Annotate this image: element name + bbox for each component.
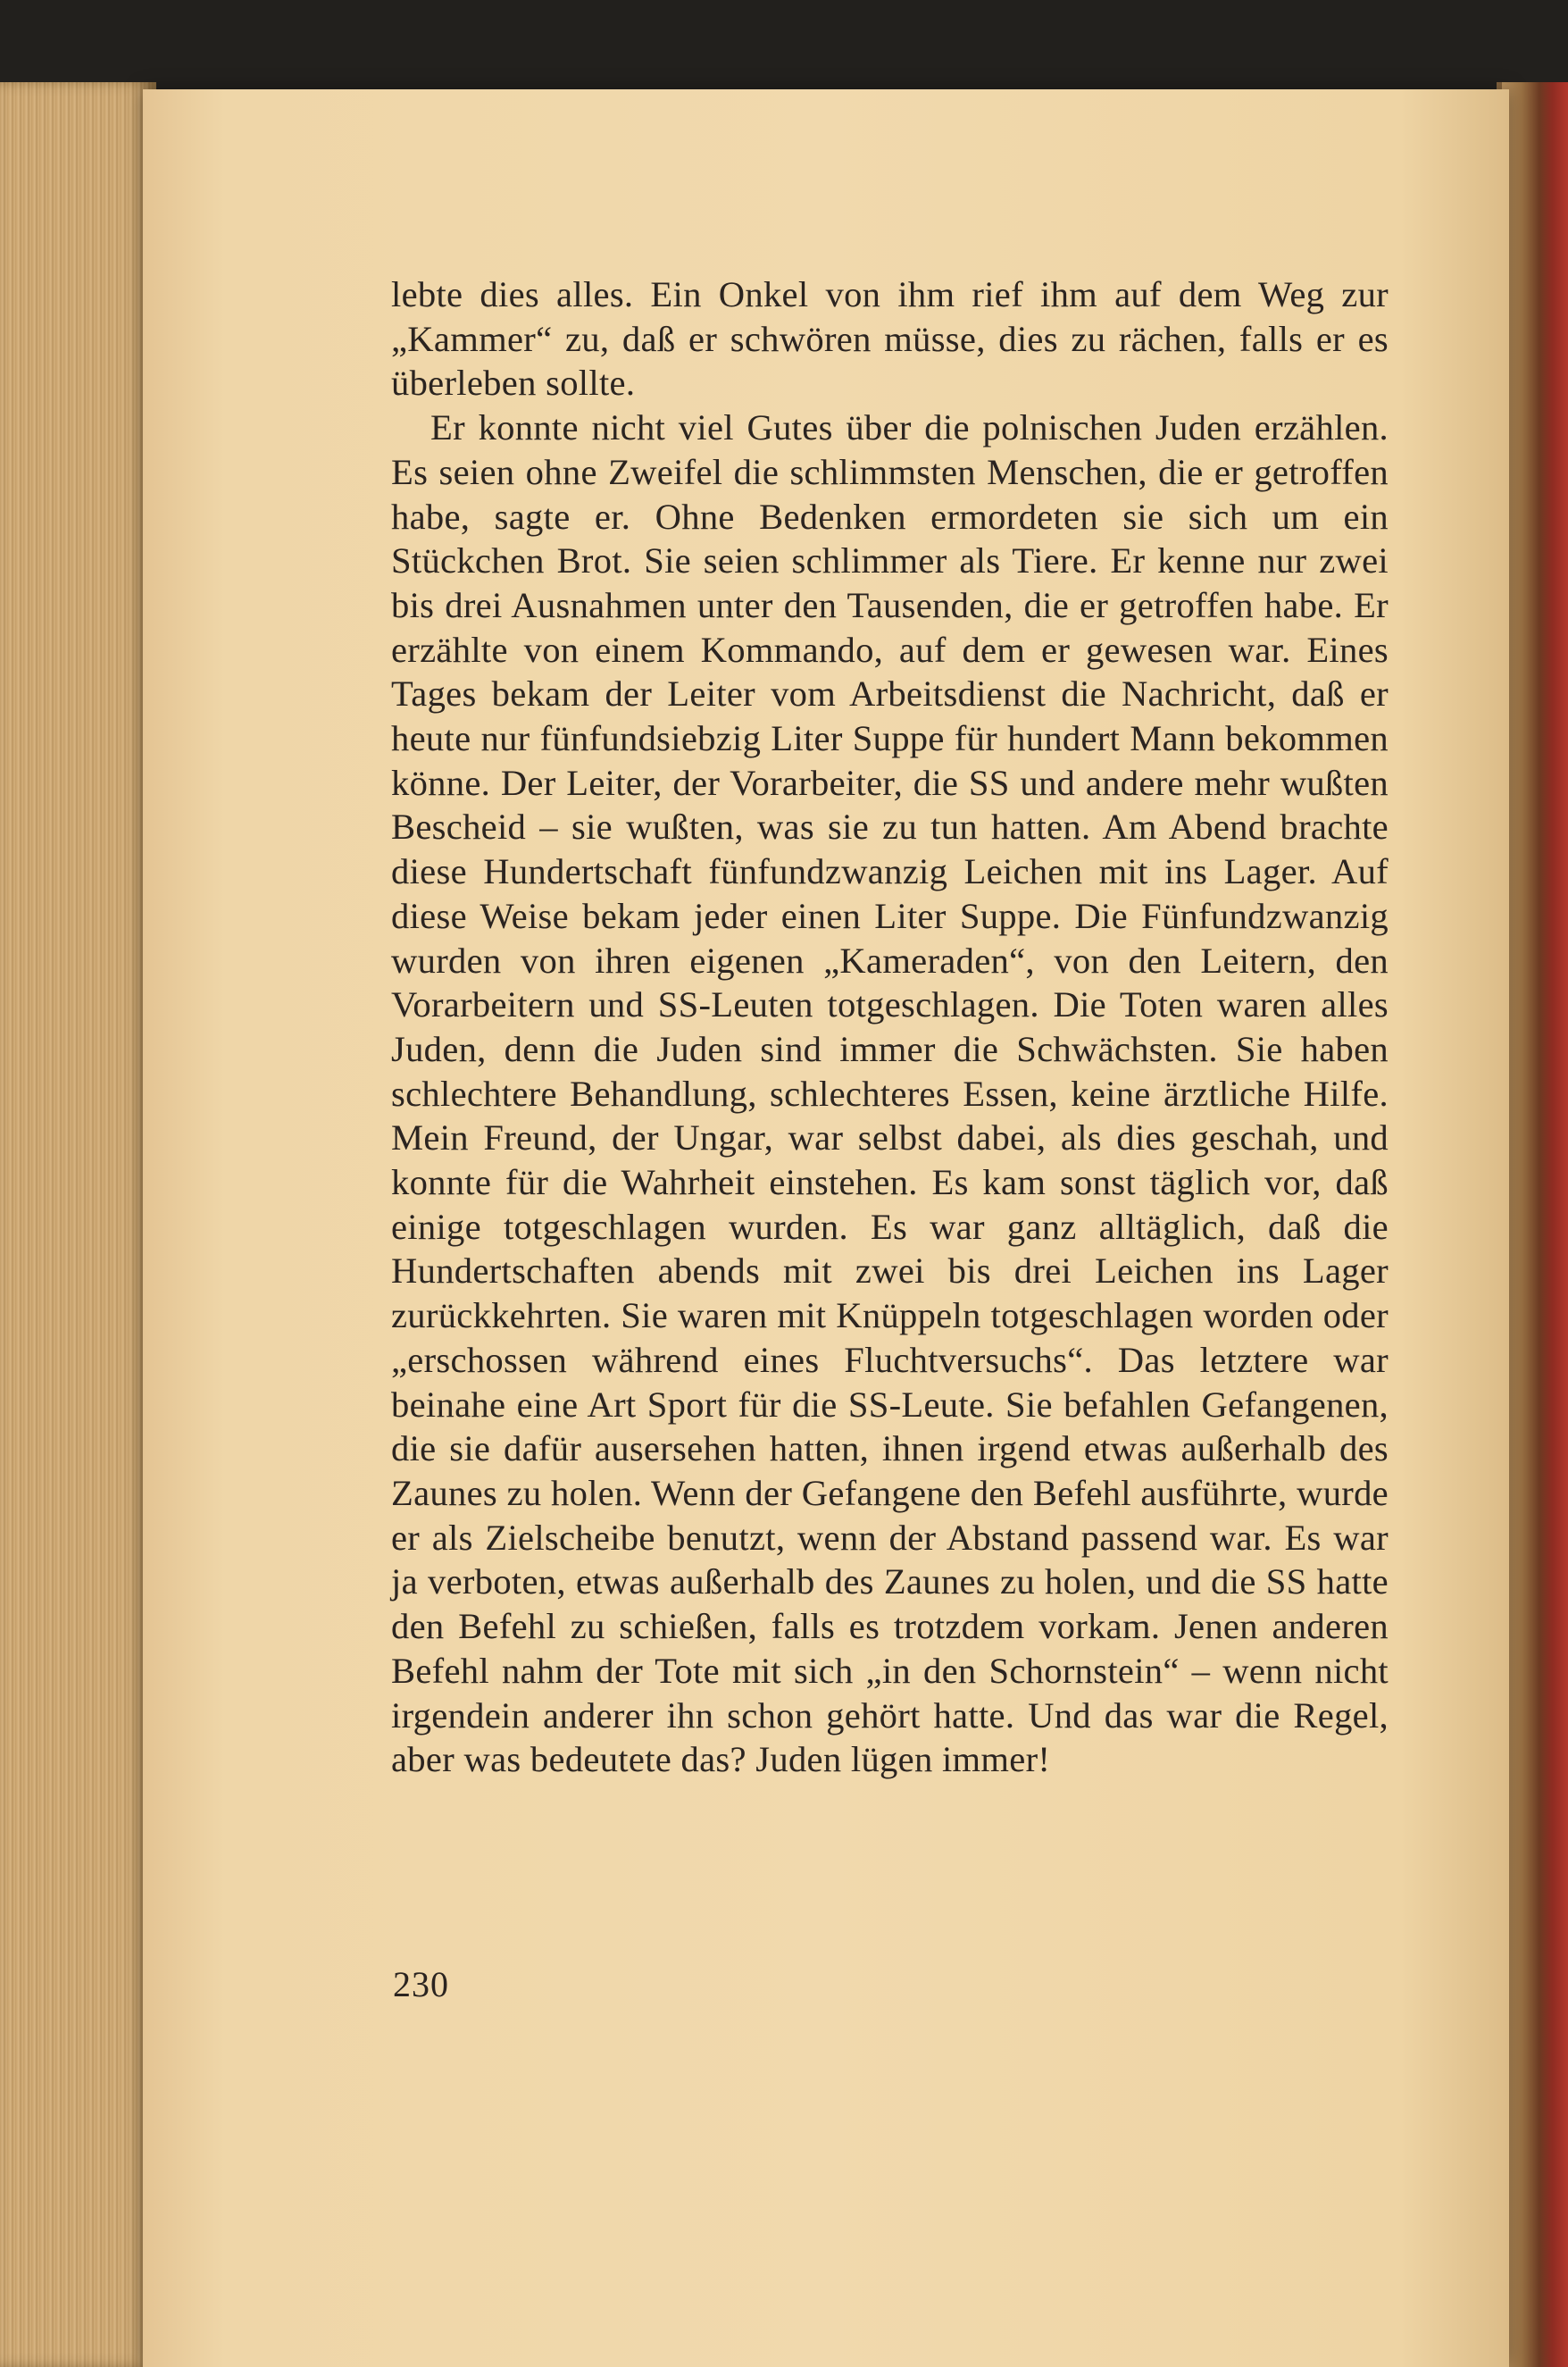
body-text [391,272,1389,1782]
page-number: 230 [393,1964,449,2004]
page-edges [0,82,156,2367]
scanner-background [0,0,1568,89]
paragraph-continuation: lebte dies alles. Ein Onkel von ihm rief ihm auf dem Weg zur „Kammer“ zu, daß er schwören müsse, dies zu rächen, falls er es überleben sollte. [391,274,1389,404]
paragraph: Er konnte nicht viel Gutes über die polnischen Juden erzählen. Es seien ohne Zweifel die schlimmsten Menschen, die er getroffen habe, sagte er. Ohne Bedenken ermordeten sie sich um ein Stückchen Brot. Sie seien schlimmer als Tiere. Er kenne nur zwei bis drei Ausnahmen unter den Tausenden, die er getroffen habe. Er erzählte von einem Kommando, auf dem er gewesen war. Eines Tages bekam der Leiter vom Arbeitsdienst die Nachricht, daß er heute nur fünfundsiebzig Liter Suppe für hundert Mann bekommen könne. Der Leiter, der Vorarbeiter, die SS und andere mehr wußten Bescheid – sie wußten, was sie zu tun hatten. Am Abend brachte diese Hundertschaft fünfundzwanzig Leichen mit ins Lager. Auf diese Weise bekam jeder einen Liter Suppe. Die Fünfundzwanzig wurden von ihren eigenen „Kameraden“, von den Leitern, den Vorarbeitern und SS-Leuten totgeschlagen. Die Toten waren alles Juden, denn die Juden sind immer die Schwächsten. Sie haben schlechtere Behandlung, schlechteres Essen, keine ärztliche Hilfe. Mein Freund, der Ungar, war selbst dabei, als dies geschah, und konnte für die Wahrheit einstehen. Es kam sonst täglich vor, daß einige totgeschlagen wurden. Es war ganz alltäglich, daß die Hundertschaften abends mit zwei bis drei Leichen ins Lager zurückkehrten. Sie waren mit Knüppeln totgeschlagen worden oder „erschossen während eines Fluchtversuchs“. Das letztere war beinahe eine Art Sport für die SS-Leute. Sie befahlen Gefangenen, die sie dafür ausersehen hatten, ihnen irgend etwas außerhalb des Zaunes zu holen. Wenn der Gefangene den Befehl ausführte, wurde er als Zielscheibe benutzt, wenn der Abstand passend war. Es war ja verboten, etwas außerhalb des Zaunes zu holen, und die SS hatte den Befehl zu schießen, falls es trotzdem vorkam. Jenen anderen Befehl nahm der Tote mit sich „in den Schornstein“ – wenn nicht irgendein anderer ihn schon gehört hatte. Und das war die Regel, aber was bedeutete das? Juden lügen immer! [391,407,1389,1780]
